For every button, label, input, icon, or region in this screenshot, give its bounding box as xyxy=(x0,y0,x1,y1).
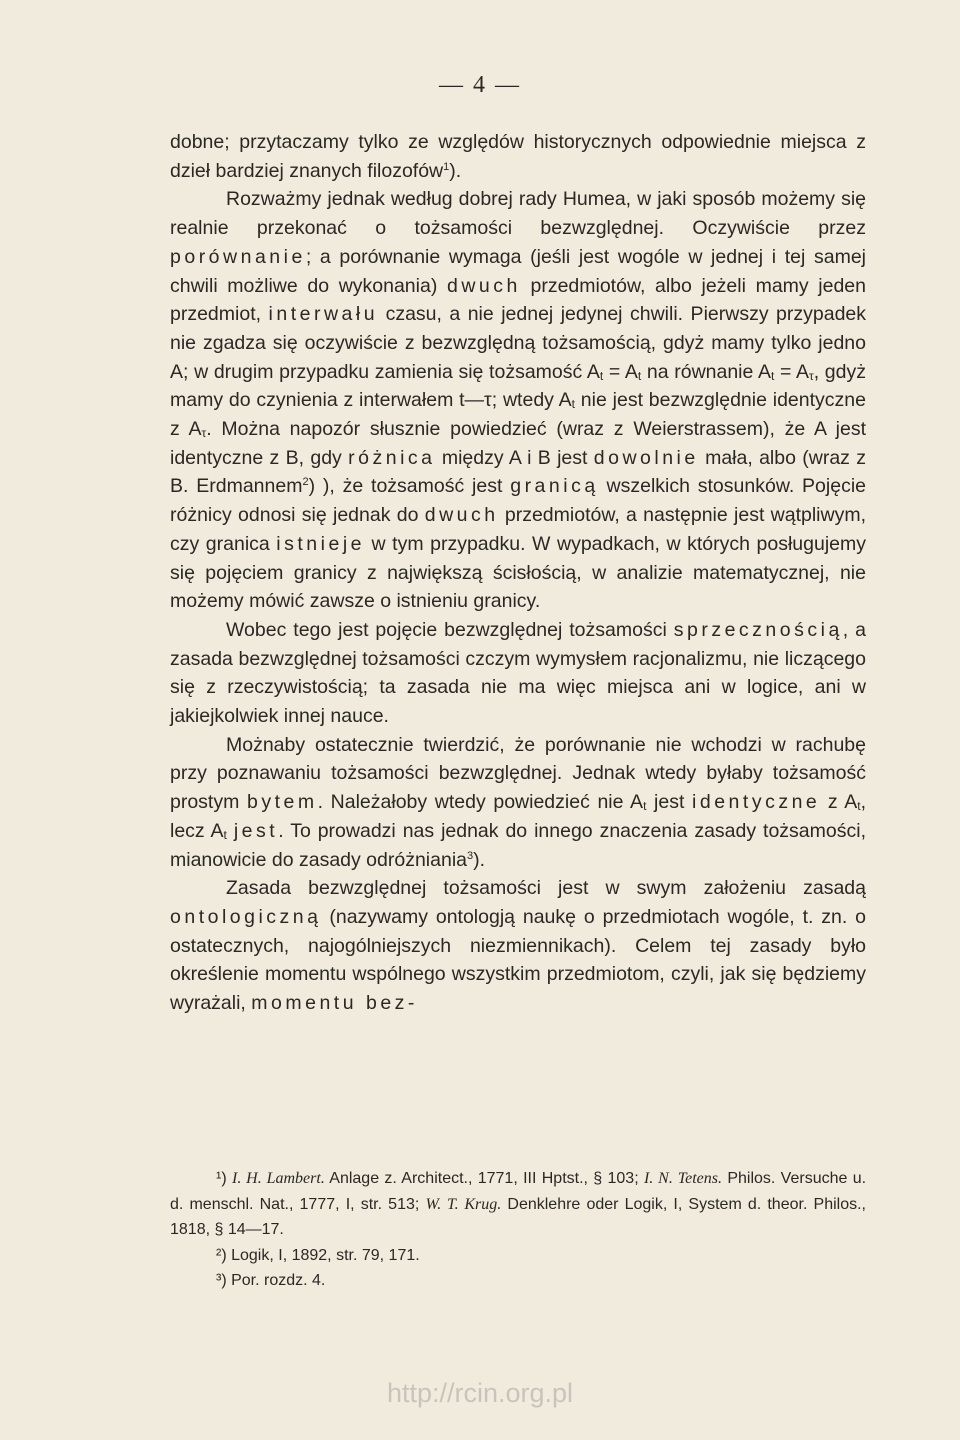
paragraph-2: Rozważmy jednak według dobrej rady Humea, w jaki sposób możemy się realnie przekonać o tożsamości bezwzględnej. Oczywiście przez porównanie; a porównanie wymaga (jeśli jest wogóle w jednej i tej samej chwili możliwe do wykonania) dwuch przedmiotów, albo jeżeli mamy jeden przedmiot, interwału czasu, a nie jednej jedynej chwili. Pierwszy przypadek nie zgadza się oczywiście z bezwzględną tożsamością, gdyż mamy tylko jedno A; w drugim przypadku zamienia się tożsamość $A_t = A_t$ na równanie $A_t = A_\tau$, gdyż mamy do czynienia z interwałem t—τ; wtedy $A_t$ nie jest bezwzględnie identyczne z $A_\tau$. Można napozór słusznie powiedzieć (wraz z Weierstrassem), że A jest identyczne z B, gdy różnica między A i B jest dowolnie mała, albo (wraz z B. Erdmannem$^2$) ), że tożsamość jest granicą wszelkich stosunków. Pojęcie różnicy odnosi się jednak do dwuch przedmiotów, a następnie jest wątpliwym, czy granica istnieje w tym przypadku. W wypadkach, w których posługujemy się pojęciem granicy z największą ścisłością, w analizie matematycznej, nie możemy mówić zawsze o istnieniu granicy. xyxy=(170,188,867,613)
footnote-ref-2[interactable]: 2 xyxy=(302,476,309,489)
footnote-ref-3[interactable]: 3 xyxy=(467,849,474,862)
main-text xyxy=(170,128,866,1018)
paragraph-1: dobne; przytaczamy tylko ze względów historycznych odpowiednie miejsca z dzieł bardziej znanych filozofów$^1$). xyxy=(170,131,866,182)
footnotes xyxy=(170,1166,866,1294)
source-url-watermark: http://rcin.org.pl xyxy=(386,1378,574,1408)
page-number: — 4 — xyxy=(439,72,521,98)
footnote-3: ³) Por. rozdz. 4. xyxy=(216,1272,326,1289)
paragraph-3: Wobec tego jest pojęcie bezwzględnej tożsamości sprzecznością, a zasada bezwzględnej tożsamości czczym wymysłem racjonalizmu, nie liczącego się z rzeczywistością; ta zasada nie ma więc miejsca ani w logice, ani w jakiejkolwiek innej nauce. xyxy=(170,618,866,728)
paragraph-4: Możnaby ostatecznie twierdzić, że porównanie nie wchodzi w rachubę przy poznawaniu tożsamości bezwzględnej. Jednak wtedy byłaby tożsamość prostym bytem. Należałoby wtedy powiedzieć nie $A_t$ jest identyczne z $A_t$, lecz $A_t$ jest. To prowadzi nas jednak do innego znaczenia zasady tożsamości, mianowicie do zasady odróżniania$^3$). xyxy=(170,733,866,871)
footnote-1: ¹) I. H. Lambert. Anlage z. Architect., 1771, III Hptst., § 103; I. N. Tetens. Philos. Versuche u. d. menschl. Nat., 1777, I, str. 513; W. T. Krug. Denklehre oder Logik, I, System d. theor. Philos., 1818, § 14—17. xyxy=(170,1170,867,1238)
paragraph-5: Zasada bezwzględnej tożsamości jest w swym założeniu zasadą ontologiczną (nazywamy ontologją naukę o przedmiotach wogóle, t. zn. o ostatecznych, najogólniejszych niezmiennikach). Celem tej zasady było określenie momentu wspólnego wszystkim przedmiotom, czyli, jak się będziemy wyrażali, momentu bez- xyxy=(170,877,866,1015)
footnote-2: ²) Logik, I, 1892, str. 79, 171. xyxy=(216,1246,420,1264)
footnote-ref-1[interactable]: 1 xyxy=(443,160,450,173)
